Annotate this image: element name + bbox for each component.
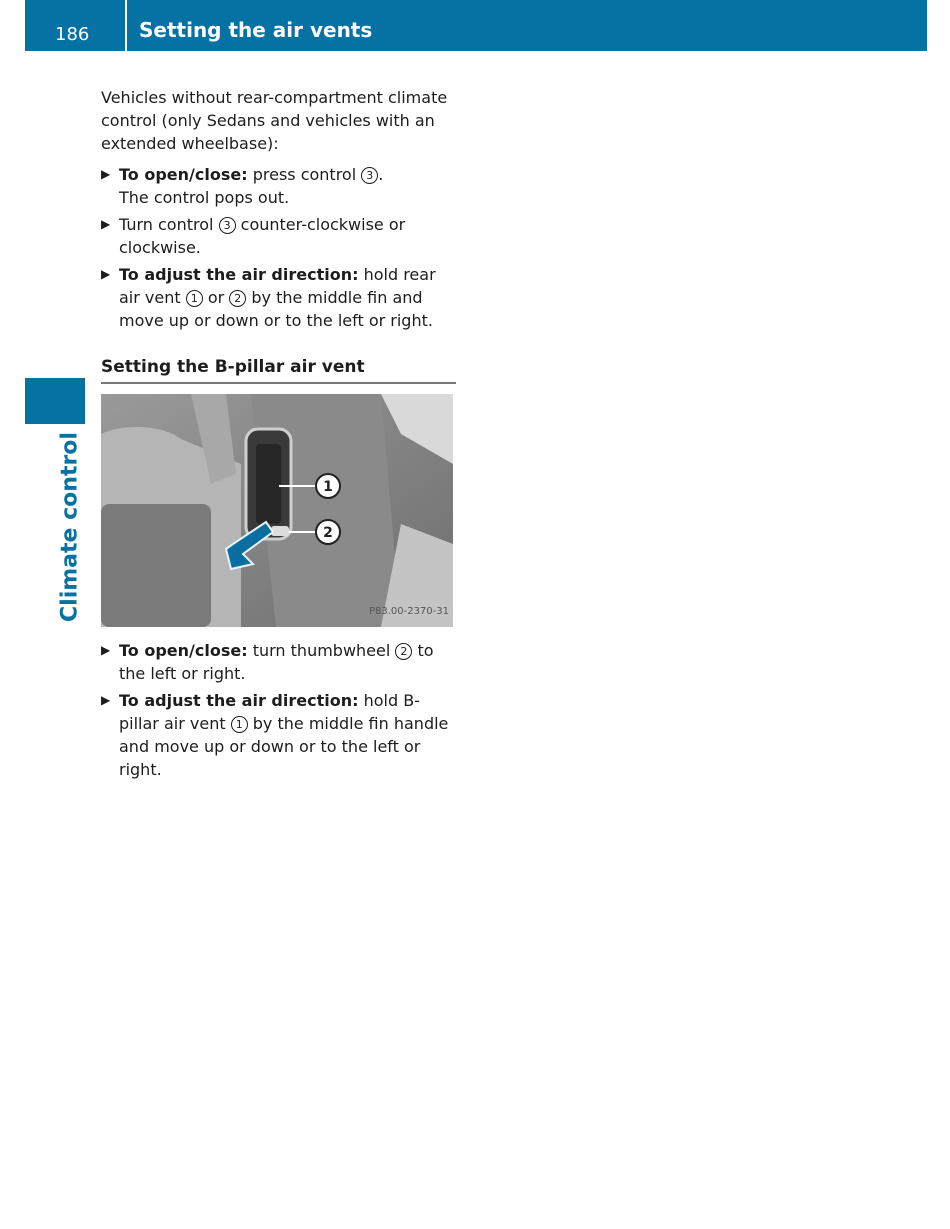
- step-item: [101, 639, 456, 685]
- step-text: hold rear air vent: [119, 265, 436, 307]
- step-lead: To adjust the air direction:: [119, 265, 359, 284]
- callout-label-2: 2: [323, 525, 333, 541]
- thumbwheel-shape: [271, 526, 289, 536]
- callout-number: 2: [229, 290, 246, 307]
- step-text: press control: [247, 165, 362, 184]
- step-text: .: [378, 165, 384, 184]
- b-pillar-vent-illustration: [101, 394, 453, 627]
- side-tab-label: Climate control: [57, 432, 83, 622]
- callout-number: 1: [186, 290, 203, 307]
- step-lead: To adjust the air direction:: [119, 691, 359, 710]
- page-content: [101, 86, 456, 785]
- step-item: [101, 263, 456, 332]
- callout-number: 1: [231, 716, 248, 733]
- callout-number: 3: [361, 167, 378, 184]
- step-text: by the middle fin and move up or down or to the left or right.: [119, 288, 433, 330]
- header-divider: [125, 0, 127, 51]
- step-text: by the middle fin handle and move up or down or to the left or right.: [119, 714, 449, 779]
- triangle-bullet-icon: ▶: [101, 167, 111, 181]
- callout-number: 3: [219, 217, 236, 234]
- step-text: to the left or right.: [119, 641, 434, 683]
- step-text: hold B-pillar air vent: [119, 691, 420, 733]
- intro-text: Vehicles without rear-compartment climate control (only Sedans and vehicles with an extended wheelbase):: [101, 88, 448, 153]
- page-title: Setting the air vents: [139, 18, 373, 42]
- side-tab-marker: [25, 378, 85, 424]
- step-item: [101, 213, 456, 259]
- callout-label-1: 1: [323, 479, 333, 495]
- step-text: or: [202, 288, 230, 307]
- step-item: [101, 163, 456, 209]
- b-pillar-steps: [101, 639, 456, 781]
- triangle-bullet-icon: ▶: [101, 217, 111, 231]
- step-text: Turn control: [119, 215, 219, 234]
- callout-number: 2: [395, 643, 412, 660]
- step-lead: To open/close:: [119, 165, 248, 184]
- triangle-bullet-icon: ▶: [101, 267, 111, 281]
- triangle-bullet-icon: ▶: [101, 693, 111, 707]
- step-lead: To open/close:: [119, 641, 248, 660]
- b-pillar-vent-photo: [101, 394, 453, 627]
- step-text: counter-clockwise or clockwise.: [119, 215, 406, 257]
- step-item: [101, 689, 456, 781]
- screen-shape: [101, 504, 211, 627]
- page-header: [25, 0, 927, 51]
- vent-fins-shape: [256, 444, 281, 524]
- figure-code: P83.00-2370-31: [368, 606, 449, 617]
- rear-vent-steps: [101, 163, 456, 332]
- step-result: The control pops out.: [119, 188, 290, 207]
- triangle-bullet-icon: ▶: [101, 643, 111, 657]
- section-heading: Setting the B-pillar air vent: [101, 356, 456, 384]
- page-number: 186: [55, 24, 90, 45]
- step-text: turn thumbwheel: [247, 641, 396, 660]
